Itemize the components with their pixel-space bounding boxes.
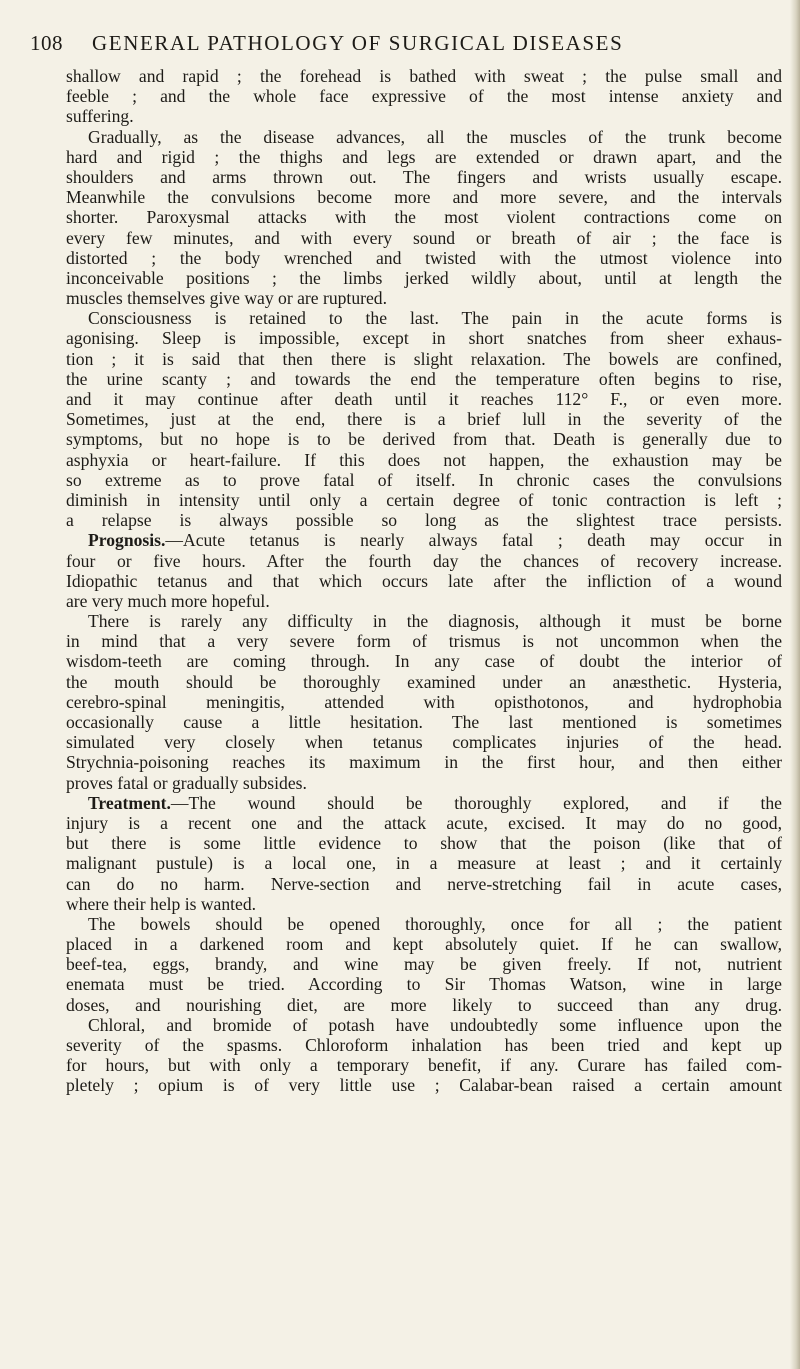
text-line: Meanwhile the convulsions become more and more severe, and the intervals (66, 187, 782, 208)
text-line: muscles themselves give way or are ruptured. (66, 288, 387, 309)
text-line: pletely ; opium is of very little use ; Calabar-bean raised a certain amount (66, 1075, 782, 1096)
text-line: proves fatal or gradually subsides. (66, 772, 307, 793)
text-line: diminish in intensity until only a certain degree of tonic contraction is left ; (66, 489, 782, 510)
text-line: wisdom-teeth are coming through. In any case of doubt the interior of (66, 651, 782, 672)
page-edge-shadow (790, 0, 800, 1369)
text-line: four or five hours. After the fourth day the chances of recovery increase. (66, 550, 782, 571)
text-line: beef-tea, eggs, brandy, and wine may be given freely. If not, nutrient (66, 954, 782, 975)
text-line: Idiopathic tetanus and that which occurs late after the infliction of a wound (66, 570, 782, 591)
em-dash: — (165, 530, 183, 551)
text-line: a relapse is always possible so long as the slightest trace persists. (66, 510, 782, 531)
text-line: Consciousness is retained to the last. The pain in the acute forms is (88, 308, 782, 329)
page-number: 108 (30, 31, 63, 55)
text-line: the mouth should be thoroughly examined under an anæsthetic. Hysteria, (66, 671, 782, 692)
text-line: Strychnia-poisoning reaches its maximum in the first hour, and then either (66, 752, 782, 773)
text-line: injury is a recent one and the attack acute, excised. It may do no good, (66, 812, 782, 833)
text-line: Sometimes, just at the end, there is a brief lull in the severity of the (66, 409, 782, 430)
text-line: can do no harm. Nerve-section and nerve-stretching fail in acute cases, (66, 873, 782, 894)
treatment-line (66, 793, 782, 813)
text-line: where their help is wanted. (66, 893, 257, 914)
text-line: severity of the spasms. Chloroform inhalation has been tried and kept up (66, 1035, 782, 1055)
text-line: symptoms, but no hope is to be derived from that. Death is generally due to (66, 429, 782, 450)
text-line: Gradually, as the disease advances, all the muscles of the trunk become (88, 126, 782, 147)
text-line: shoulders and arms thrown out. The fingers and wrists usually escape. (66, 166, 782, 187)
text-line: in mind that a very severe form of trismus is not uncommon when the (66, 631, 782, 652)
text-line: every few minutes, and with every sound or breath of air ; the face is (66, 227, 782, 248)
text-line: feeble ; and the whole face expressive of the most intense anxiety and (66, 86, 782, 107)
body-text (66, 66, 782, 1096)
text-line: for hours, but with only a temporary benefit, if any. Curare has failed com- (66, 1055, 782, 1076)
text-line: enemata must be tried. According to Sir Thomas Watson, wine in large (66, 974, 782, 995)
text-line: placed in a darkened room and kept absolutely quiet. If he can swallow, (66, 934, 782, 955)
text-line: the urine scanty ; and towards the end the temperature often begins to rise, (66, 368, 782, 389)
text-line: so extreme as to prove fatal of itself. In chronic cases the convulsions (66, 469, 782, 490)
text-line: cerebro-spinal meningitis, attended with opisthotonos, and hydrophobia (66, 691, 782, 712)
text-line: distorted ; the body wrenched and twisted with the utmost violence into (66, 247, 782, 268)
text-line: tion ; it is said that then there is slight relaxation. The bowels are confined, (66, 348, 782, 369)
text-line: The bowels should be opened thoroughly, once for all ; the patient (88, 913, 782, 934)
text-line: inconceivable positions ; the limbs jerked wildly about, until at length the (66, 267, 782, 288)
text-line: malignant pustule) is a local one, in a measure at least ; and it certainly (66, 853, 782, 874)
text-line: Chloral, and bromide of potash have undoubtedly some influence upon the (88, 1014, 782, 1035)
text-line: shorter. Paroxysmal attacks with the most violent contractions come on (66, 207, 782, 228)
treatment-heading: Treatment. (88, 792, 171, 813)
text-line: but there is some little evidence to show that the poison (like that of (66, 833, 782, 854)
text-line: and it may continue after death until it reaches 112° F., or even more. (66, 389, 782, 409)
text-line: There is rarely any difficulty in the diagnosis, although it must be borne (88, 611, 782, 632)
text-line: hard and rigid ; the thighs and legs are extended or drawn apart, and the (66, 146, 782, 167)
text-line: suffering. (66, 106, 134, 127)
text-line: are very much more hopeful. (66, 590, 270, 611)
text-line: simulated very closely when tetanus complicates injuries of the head. (66, 732, 782, 753)
page-header (30, 31, 790, 59)
text-line: shallow and rapid ; the forehead is bathed with sweat ; the pulse small and (66, 66, 782, 86)
prognosis-heading: Prognosis. (88, 530, 166, 551)
prognosis-line (66, 530, 782, 550)
text-line: agonising. Sleep is impossible, except in short snatches from sheer exhaus- (66, 328, 782, 349)
text-line: occasionally cause a little hesitation. The last mentioned is sometimes (66, 712, 782, 732)
text-line: asphyxia or heart-failure. If this does not happen, the exhaustion may be (66, 449, 782, 470)
treatment-text: The wound should be thoroughly explored, and if the (188, 792, 782, 813)
text-line: doses, and nourishing diet, are more likely to succeed than any drug. (66, 994, 782, 1015)
em-dash: — (170, 792, 189, 813)
prognosis-text: Acute tetanus is nearly always fatal ; death may occur in (183, 530, 782, 551)
running-title: GENERAL PATHOLOGY OF SURGICAL DISEASES (92, 31, 624, 55)
